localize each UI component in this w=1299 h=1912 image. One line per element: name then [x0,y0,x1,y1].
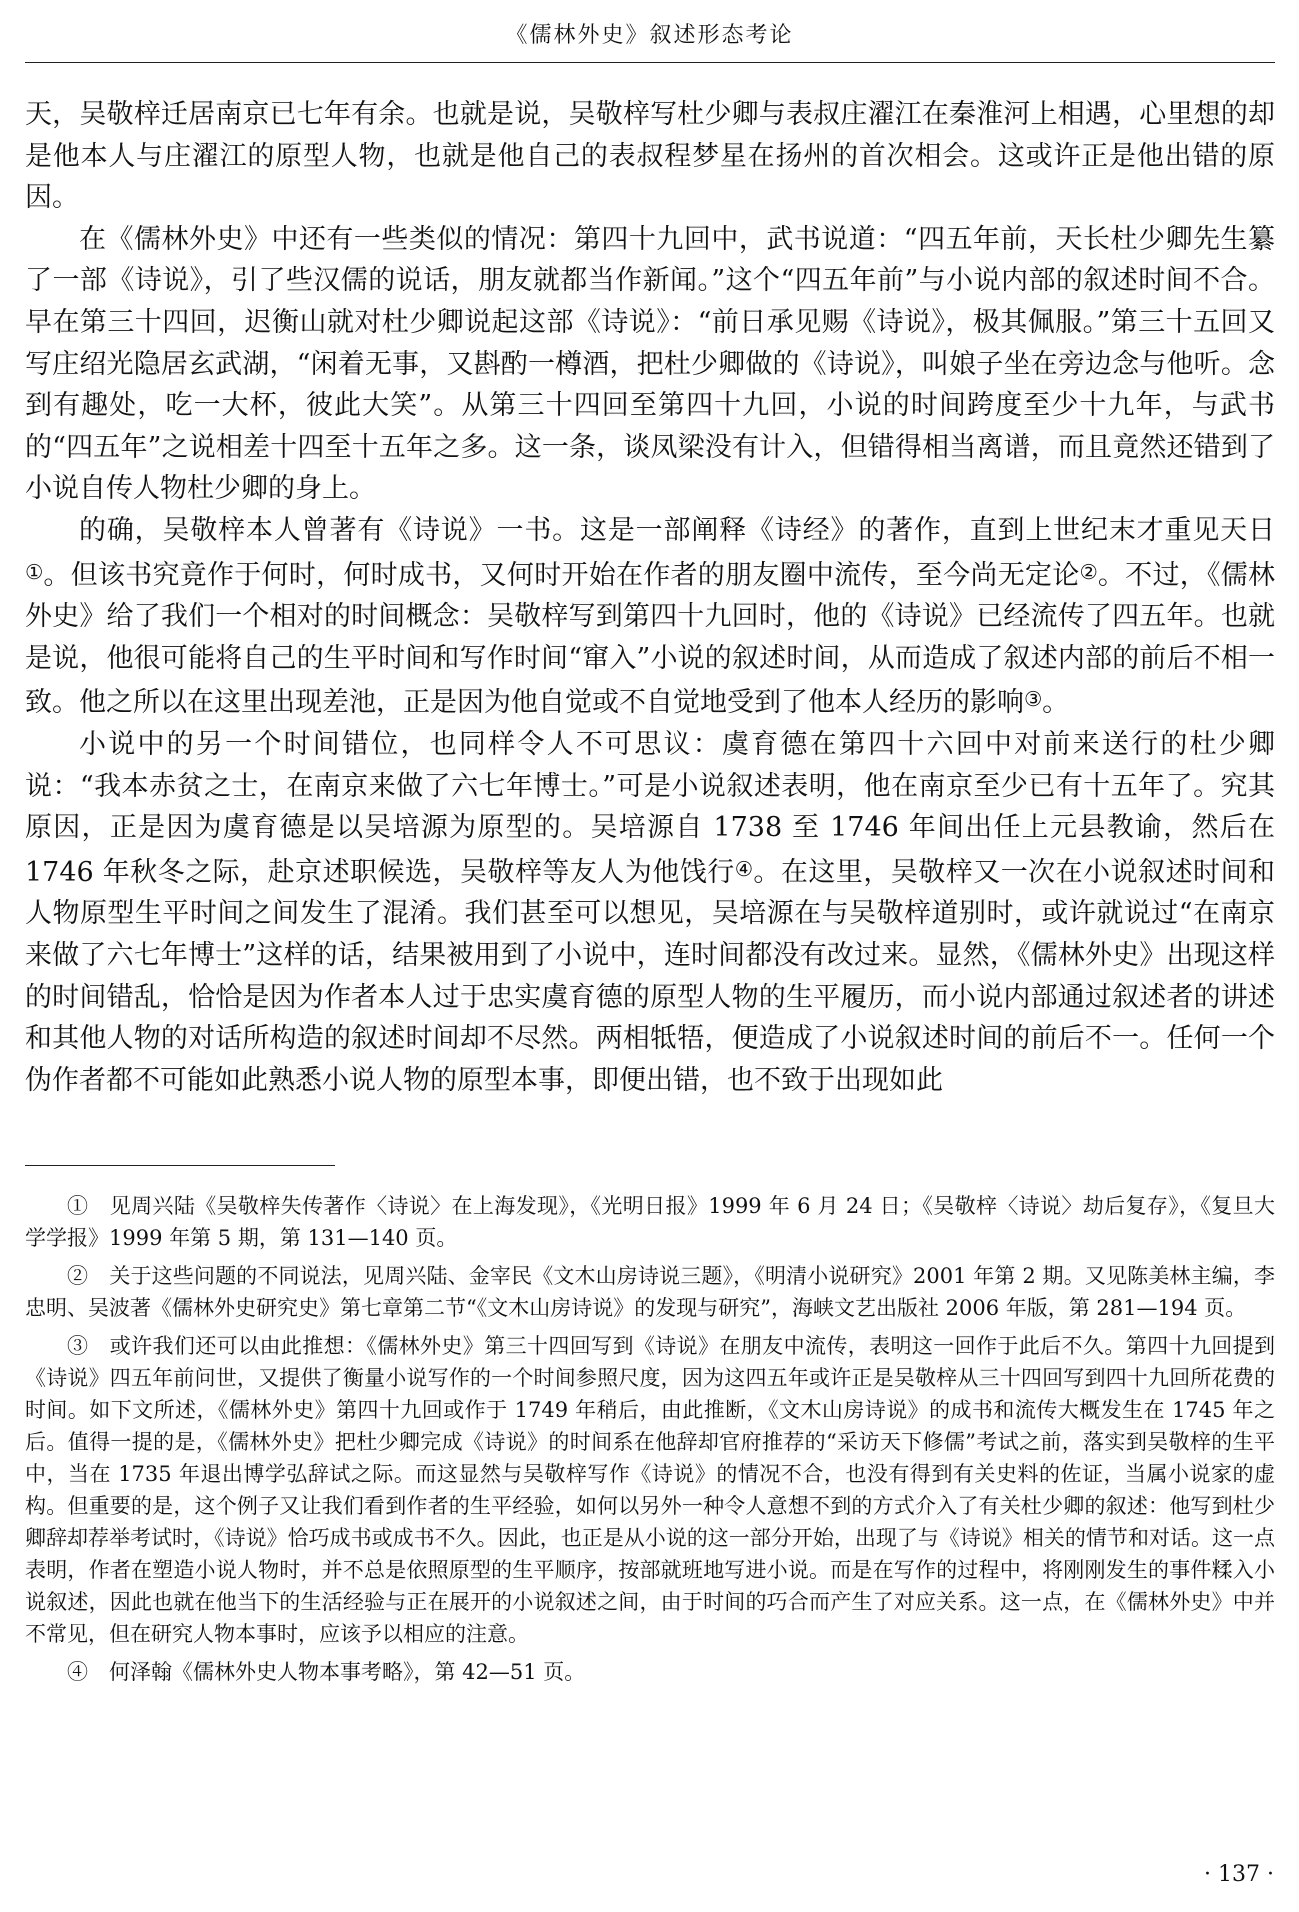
footnote-text: 或许我们还可以由此推想：《儒林外史》第三十四回写到《诗说》在朋友中流传，表明这一回作于此后不久。第四十九回提到《诗说》四五年前问世，又提供了衡量小说写作的一个时间参照尺度，因为这四五年或许正是吴敬梓从三十四回写到四十九回所花费的时间。如下文所述，《儒林外史》第四十九回或作于 1749 年稍后，由此推断，《文木山房诗说》的成书和流传大概发生在 1745 年之后。值得一提的是，《儒林外史》把杜少卿完成《诗说》的时间系在他辞却官府推荐的“采访天下修儒”考试之前，落实到吴敬梓的生平中，当在 1735 年退出博学弘辞试之际。而这显然与吴敬梓写作《诗说》的情况不合，也没有得到有关史料的佐证，当属小说家的虚构。但重要的是，这个例子又让我们看到作者的生平经验，如何以另外一种令人意想不到的方式介入了有关杜少卿的叙述：他写到杜少卿辞却荐举考试时，《诗说》恰巧成书或成书不久。因此，也正是从小说的这一部分开始，出现了与《诗说》相关的情节和对话。这一点表明，作者在塑造小说人物时，并不总是依照原型的生平顺序，按部就班地写进小说。而是在写作的过程中，将刚刚发生的事件糅入小说叙述，因此也就在他当下的生活经验与正在展开的小说叙述之间，由于时间的巧合而产生了对应关系。这一点，在《儒林外史》中并不常见，但在研究人物本事时，应该予以相应的注意。 [25,1334,1276,1646]
footnote [25,1260,1275,1324]
paragraph-text: 。 [1042,687,1070,719]
running-header: 《儒林外史》叙述形态考论 [505,23,794,48]
header-divider [25,62,1275,63]
footnotes [25,1190,1275,1694]
paragraph-text: 的确，吴敬梓本人曾著有《诗说》一书。这是一部阐释《诗经》的著作，直到上世纪末才重见天日 [79,514,1275,546]
footnote-text: 关于这些问题的不同说法，见周兴陆、金宰民《文木山房诗说三题》，《明清小说研究》2001 年第 2 期。又见陈美林主编，李忠明、吴波著《儒林外史研究史》第七章第二节“《文木山房诗说》的发现与研究”，海峡文艺出版社 2006 年版，第 281—194 页。 [25,1264,1276,1320]
paragraph [25,510,1275,724]
footnote-divider [25,1165,335,1166]
page-number: · 137 · [1204,1862,1274,1887]
paragraph: 在《儒林外史》中还有一些类似的情况：第四十九回中，武书说道：“四五年前，天长杜少卿先生纂了一部《诗说》，引了些汉儒的说话，朋友就都当作新闻。”这个“四五年前”与小说内部的叙述时间不合。早在第三十四回，迟衡山就对杜少卿说起这部《诗说》：“前日承见赐《诗说》，极其佩服。”第三十五回又写庄绍光隐居玄武湖，“闲着无事，又斟酌一樽酒，把杜少卿做的《诗说》，叫娘子坐在旁边念与他听。念到有趣处，吃一大杯，彼此大笑”。从第三十四回至第四十九回，小说的时间跨度至少十九年，与武书的“四五年”之说相差十四至十五年之多。这一条，谈凤梁没有计入，但错得相当离谱，而且竟然还错到了小说自传人物杜少卿的身上。 [25,223,1275,505]
footnote-ref[interactable]: ① [25,559,44,584]
footnote-marker: ① [67,1194,89,1218]
footnote-marker: ③ [67,1334,89,1358]
main-text [25,94,1275,1101]
paragraph-text: 。不过，《儒林外史》给了我们一个相对的时间概念：吴敬梓写到第四十九回时，他的《诗说》已经流传了四五年。也就是说，他很可能将自己的生平时间和写作时间“窜入”小说的叙述时间，从而造成了叙述内部的前后不相一致。他之所以在这里出现差池，正是因为他自觉或不自觉地受到了他本人经历的影响 [25,559,1276,719]
footnote-ref[interactable]: ④ [734,856,754,881]
footnote-ref[interactable]: ② [1079,559,1098,584]
paragraph: 天，吴敬梓迁居南京已七年有余。也就是说，吴敬梓写杜少卿与表叔庄濯江在秦淮河上相遇，心里想的却是他本人与庄濯江的原型人物，也就是他自己的表叔程梦星在扬州的首次相会。这或许正是他出错的原因。 [25,99,1275,214]
footnote-text: 何泽翰《儒林外史人物本事考略》，第 42—51 页。 [109,1660,586,1684]
footnote [25,1656,1275,1688]
paragraph-text: 。在这里，吴敬梓又一次在小说叙述时间和人物原型生平时间之间发生了混淆。我们甚至可以想见，吴培源在与吴敬梓道别时，或许就说过“在南京来做了六七年博士”这样的话，结果被用到了小说中，连时间都没有改过来。显然，《儒林外史》出现这样的时间错乱，恰恰是因为作者本人过于忠实虞育德的原型人物的生平履历，而小说内部通过叙述者的讲述和其他人物的对话所构造的叙述时间却不尽然。两相牴牾，便造成了小说叙述时间的前后不一。任何一个伪作者都不可能如此熟悉小说人物的原型本事，即便出错，也不致于出现如此 [25,856,1276,1096]
footnote-ref[interactable]: ③ [1024,687,1043,712]
paragraph-text: 小说中的另一个时间错位，也同样令人不可思议：虞育德在第四十六回中对前来送行的杜少卿说：“我本赤贫之士，在南京来做了六七年博士。”可是小说叙述表明，他在南京至少已有十五年了。究其原因，正是因为虞育德是以吴培源为原型的。吴培源自 1738 至 1746 年间出任上元县教谕，然后在 1746 年秋冬之际，赴京述职候选，吴敬梓等友人为他饯行 [25,729,1275,888]
paragraph [25,724,1275,1101]
footnote-text: 见周兴陆《吴敬梓失传著作〈诗说〉在上海发现》，《光明日报》1999 年 6 月 24 日；《吴敬梓〈诗说〉劫后复存》，《复旦大学学报》1999 年第 5 期，第 131—140 页。 [25,1194,1276,1250]
footnote [25,1330,1275,1650]
footnote [25,1190,1275,1254]
paragraph-text: 。但该书究竟作于何时，何时成书，又何时开始在作者的朋友圈中流传，至今尚无定论 [43,559,1080,591]
footnote-marker: ④ [67,1660,88,1684]
footnote-marker: ② [67,1264,89,1288]
